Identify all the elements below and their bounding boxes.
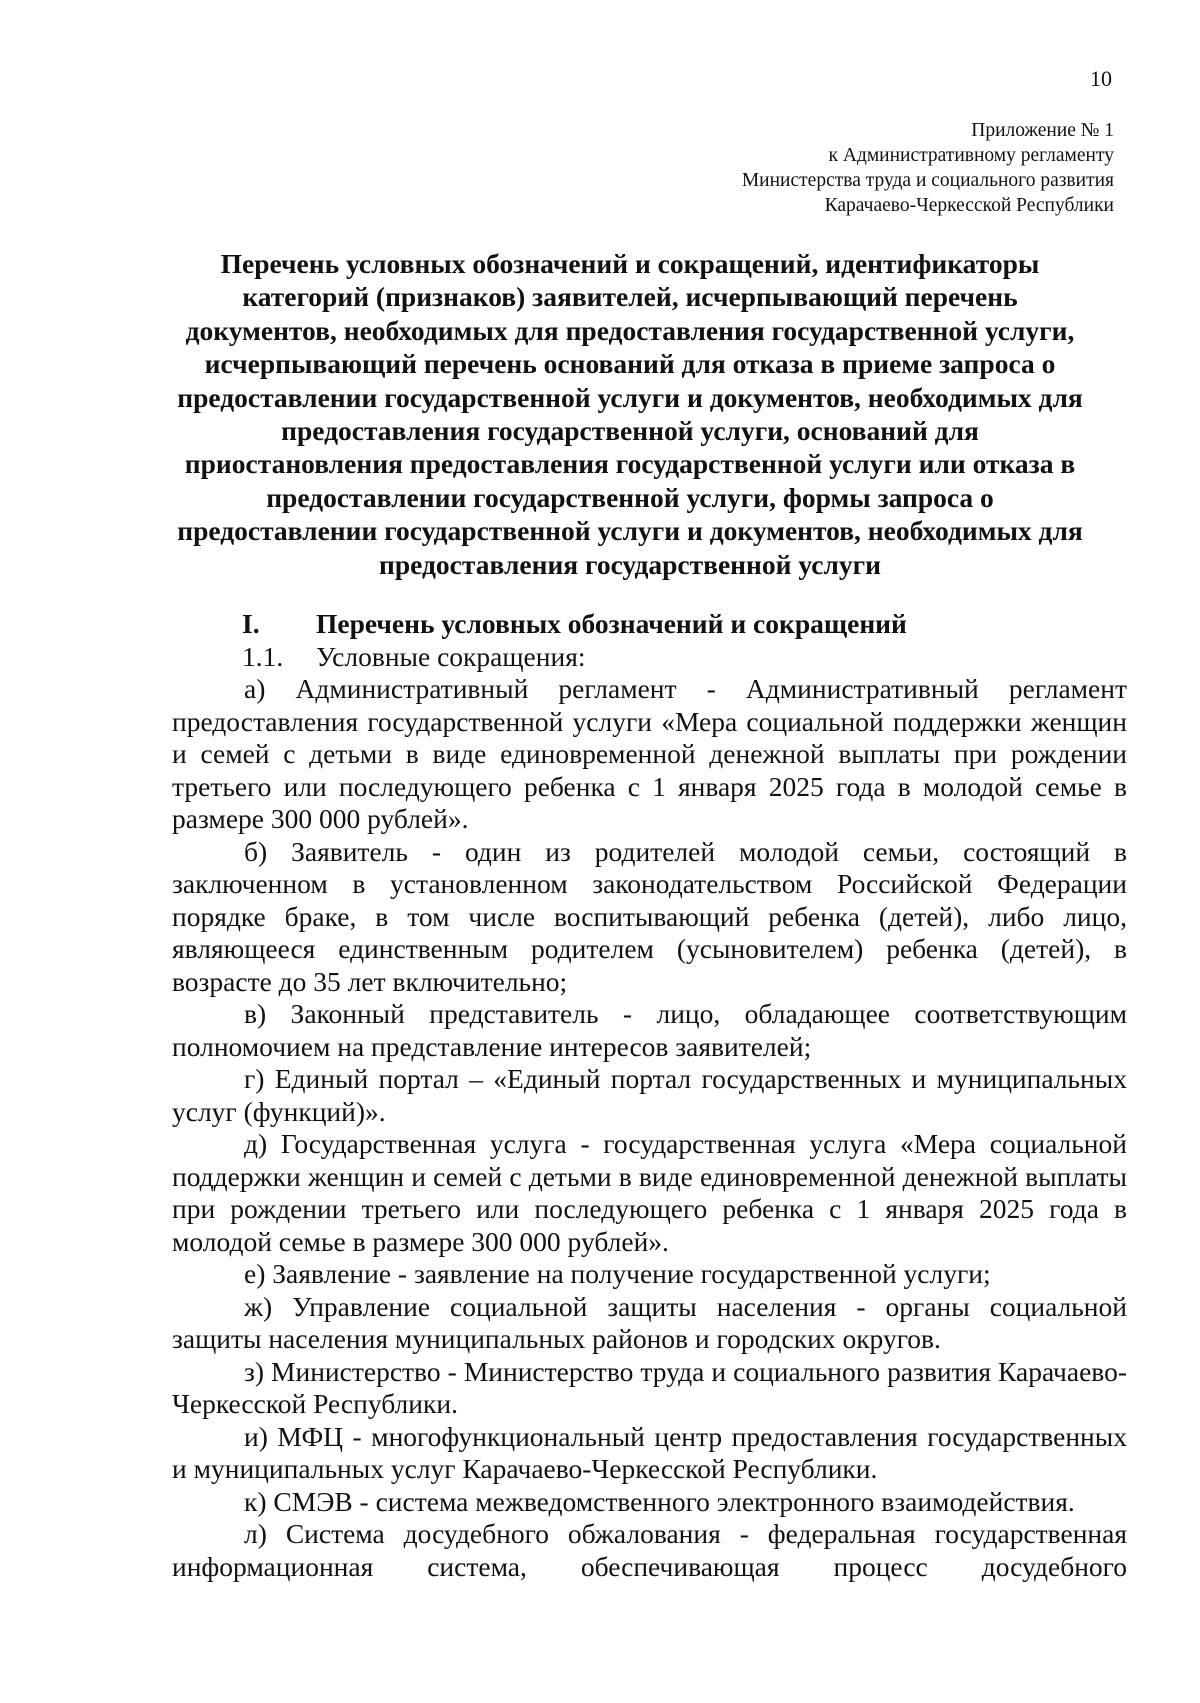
definition-applicant: б) Заявитель - один из родителей молодой семьи, состоящий в заключенном в установленном законодательством Российской Федерации порядке браке, в том числе воспитывающий ребенка (детей), либо лицо, являющееся единственным родителем (усыновителем) ребенка (детей), в возрасте до 35 лет включительно; xyxy=(172,835,1127,997)
definition-mfc: и) МФЦ - многофункциональный центр предоставления государственных и муниципальных услуг Карачаево-Черкесской Республики. xyxy=(172,1420,1127,1484)
appendix-line-4: Карачаево-Черкесской Республики xyxy=(824,195,1114,216)
title-line: предоставлении государственной услуги и документов, необходимых для xyxy=(177,381,1083,413)
section-title: Перечень условных обозначений и сокращений xyxy=(316,608,907,639)
title-line: предоставлении государственной услуги, формы запроса о xyxy=(266,481,994,513)
title-line: предоставлении государственной услуги и документов, необходимых для xyxy=(177,515,1083,547)
subsection-heading xyxy=(172,641,1127,674)
document-title xyxy=(160,247,1100,581)
document-body xyxy=(172,608,1127,1583)
definition-ministry: з) Министерство - Министерство труда и социального развития Карачаево- Черкесской Республики. xyxy=(172,1355,1127,1419)
title-line: приостановления предоставления государственной услуги или отказа в xyxy=(184,448,1076,480)
title-line: предоставления государственной услуги xyxy=(379,548,881,580)
title-line: предоставления государственной услуги, оснований для xyxy=(281,415,979,447)
page-number: 10 xyxy=(1090,66,1112,91)
appendix-line-1: Приложение № 1 xyxy=(971,120,1114,141)
title-line: категорий (признаков) заявителей, исчерпывающий перечень xyxy=(242,281,1018,313)
definition-pretrial-appeal-system: л) Система досудебного обжалования - федеральная государственная информационная система, обеспечивающая процесс досудебного xyxy=(172,1518,1127,1582)
definition-smev: к) СМЭВ - система межведомственного электронного взаимодействия. xyxy=(244,1485,1075,1517)
subsection-number: 1.1. xyxy=(242,640,284,672)
title-line: Перечень условных обозначений и сокращений, идентификаторы xyxy=(220,248,1040,279)
appendix-header xyxy=(594,118,1114,218)
definition-administrative-regulation: а) Административный регламент - Административный регламент предоставления государственной услуги «Мера социальной поддержки женщин и семей с детьми в виде единовременной денежной выплаты при рождении третьего или последующего ребенка с 1 января 2025 года в молодой семье в размере 300 000 рублей». xyxy=(172,673,1127,834)
definition-legal-representative: в) Законный представитель - лицо, обладающее соответствующим полномочием на представление интересов заявителей; xyxy=(172,998,1127,1062)
definition-social-protection: ж) Управление социальной защиты населения - органы социальной защиты населения муниципальных районов и городских округов. xyxy=(172,1290,1127,1354)
definition-state-service: д) Государственная услуга - государственная услуга «Мера социальной поддержки женщин и семей с детьми в виде единовременной денежной выплаты при рождении третьего или последующего ребенка с 1 января 2025 года в молодой семье в размере 300 000 рублей». xyxy=(172,1128,1127,1257)
definition-application: е) Заявление - заявление на получение государственной услуги; xyxy=(244,1258,991,1289)
appendix-line-2: к Административному регламенту xyxy=(828,145,1114,166)
appendix-line-3: Министерства труда и социального развития xyxy=(741,170,1114,191)
title-line: документов, необходимых для предоставления государственной услуги, xyxy=(185,314,1075,346)
section-heading xyxy=(172,608,1127,641)
section-number: I. xyxy=(242,608,260,639)
subsection-title: Условные сокращения: xyxy=(316,640,586,672)
title-line: исчерпывающий перечень оснований для отказа в приеме запроса о xyxy=(204,348,1056,380)
definition-unified-portal: г) Единый портал – «Единый портал государственных и муниципальных услуг (функций)». xyxy=(172,1063,1127,1127)
